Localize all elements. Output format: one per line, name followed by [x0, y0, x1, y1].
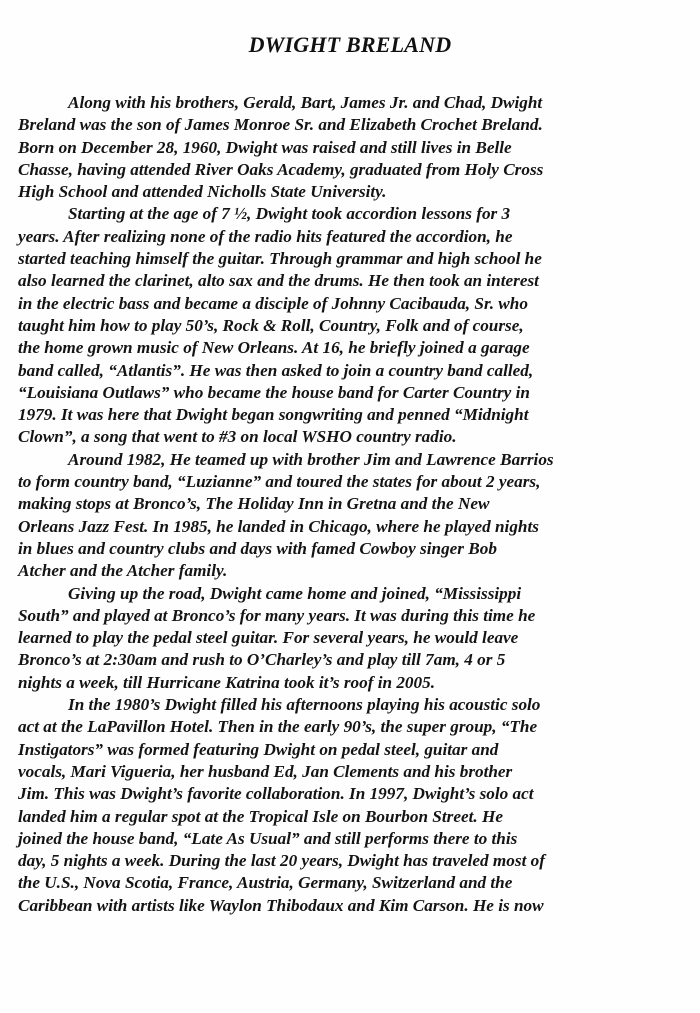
text-line: Chasse, having attended River Oaks Academy, graduated from Holy Cross — [18, 159, 544, 179]
text-line: act at the LaPavillon Hotel. Then in the early 90’s, the super group, “The — [18, 717, 538, 737]
biography-body — [18, 92, 686, 917]
text-line: day, 5 nights a week. During the last 20 years, Dwight has traveled most of — [18, 851, 545, 871]
text-line: band called, “Atlantis”. He was then asked to join a country band called, — [18, 360, 534, 380]
text-line: learned to play the pedal steel guitar. For several years, he would leave — [18, 628, 519, 648]
text-line: the U.S., Nova Scotia, France, Austria, Germany, Switzerland and the — [18, 873, 513, 893]
text-line: Along with his brothers, Gerald, Bart, James Jr. and Chad, Dwight — [68, 93, 543, 112]
text-line: Around 1982, He teamed up with brother Jim and Lawrence Barrios — [68, 449, 554, 469]
text-line: Breland was the son of James Monroe Sr. and Elizabeth Crochet Breland. — [18, 115, 543, 135]
text-line: in the electric bass and became a disciple of Johnny Cacibauda, Sr. who — [18, 293, 528, 313]
text-line: making stops at Bronco’s, The Holiday Inn in Gretna and the New — [18, 494, 490, 514]
text-line: Giving up the road, Dwight came home and joined, “Mississippi — [68, 583, 522, 603]
text-line: nights a week, till Hurricane Katrina took it’s roof in 2005. — [18, 672, 436, 692]
text-line: taught him how to play 50’s, Rock & Roll, Country, Folk and of course, — [18, 315, 524, 335]
text-line: the home grown music of New Orleans. At 16, he briefly joined a garage — [18, 338, 530, 358]
text-line: South” and played at Bronco’s for many years. It was during this time he — [18, 605, 536, 625]
text-line: in blues and country clubs and days with famed Cowboy singer Bob — [18, 538, 497, 558]
text-line: 1979. It was here that Dwight began songwriting and penned “Midnight — [18, 405, 529, 425]
text-line: Bronco’s at 2:30am and rush to O’Charley’s and play till 7am, 4 or 5 — [18, 650, 506, 670]
text-line: years. After realizing none of the radio hits featured the accordion, he — [18, 226, 513, 246]
text-line: Starting at the age of 7 ½, Dwight took accordion lessons for 3 — [68, 204, 511, 224]
text-line: High School and attended Nicholls State University. — [18, 182, 387, 202]
text-line: vocals, Mari Vigueria, her husband Ed, Jan Clements and his brother — [18, 761, 513, 781]
text-line: Instigators” was formed featuring Dwight on pedal steel, guitar and — [18, 739, 499, 759]
document-title: DWIGHT BRELAND — [248, 32, 452, 57]
text-line: “Louisiana Outlaws” who became the house band for Carter Country in — [18, 382, 530, 402]
text-line: Jim. This was Dwight’s favorite collaboration. In 1997, Dwight’s solo act — [18, 784, 534, 804]
text-line: In the 1980’s Dwight filled his afternoons playing his acoustic solo — [68, 695, 541, 715]
text-line: Caribbean with artists like Waylon Thibodaux and Kim Carson. He is now — [18, 895, 544, 915]
text-line: joined the house band, “Late As Usual” and still performs there to this — [18, 828, 518, 848]
text-line: also learned the clarinet, alto sax and the drums. He then took an interest — [18, 271, 539, 291]
text-line: Born on December 28, 1960, Dwight was raised and still lives in Belle — [18, 137, 512, 157]
text-line: Clown”, a song that went to #3 on local WSHO country radio. — [18, 427, 457, 447]
text-line: Orleans Jazz Fest. In 1985, he landed in Chicago, where he played nights — [18, 516, 539, 536]
text-line: Atcher and the Atcher family. — [18, 561, 228, 581]
text-line: to form country band, “Luzianne” and toured the states for about 2 years, — [18, 472, 541, 492]
text-line: landed him a regular spot at the Tropical Isle on Bourbon Street. He — [18, 806, 503, 826]
text-line: started teaching himself the guitar. Through grammar and high school he — [18, 249, 542, 269]
